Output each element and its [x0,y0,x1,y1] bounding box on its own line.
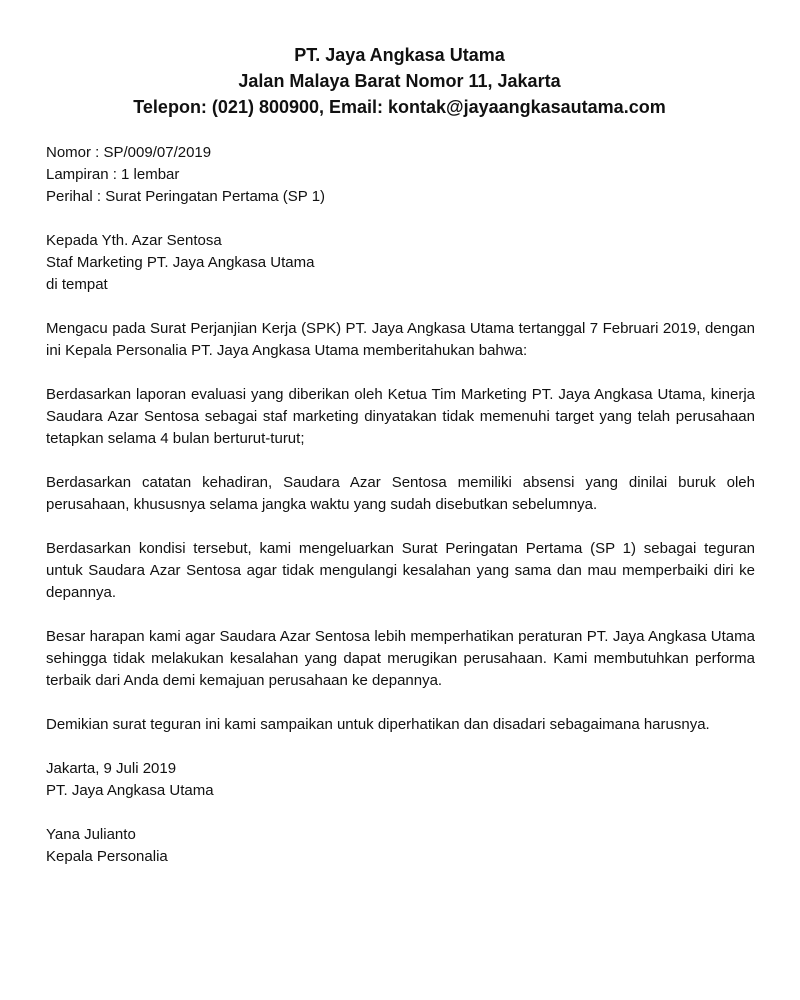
signatory-title: Kepala Personalia [46,848,168,865]
letter-subject: Perihal : Surat Peringatan Pertama (SP 1) [46,188,326,205]
company-contact: Telepon: (021) 800900, Email: kontak@jayaangkasautama.com [133,97,666,117]
paragraph-warning: Berdasarkan kondisi tersebut, kami mengeluarkan Surat Peringatan Pertama (SP 1) sebagai teguran untuk Saudara Azar Sentosa agar tidak mengulangi kesalahan yang sama dan mau memperbaiki diri ke depannya. [46,540,755,601]
letter-attachment: Lampiran : 1 lembar [46,166,180,183]
company-address: Jalan Malaya Barat Nomor 11, Jakarta [238,71,561,91]
letter [46,42,755,868]
signature-block [46,824,755,868]
recipient-name: Kepada Yth. Azar Sentosa [46,232,222,249]
paragraph-intro: Mengacu pada Surat Perjanjian Kerja (SPK) PT. Jaya Angkasa Utama tertanggal 7 Februari 2019, dengan ini Kepala Personalia PT. Jaya Angkasa Utama memberitahukan bahwa: [46,320,755,359]
closing-block [46,758,755,802]
letterhead [44,42,755,120]
recipient-position: Staf Marketing PT. Jaya Angkasa Utama [46,254,315,271]
paragraph-hope: Besar harapan kami agar Saudara Azar Sentosa lebih memperhatikan peraturan PT. Jaya Angkasa Utama sehingga tidak melakukan kesalahan yang dapat merugikan perusahaan. Kami membutuhkan performa terbaik dari Anda demi kemajuan perusahaan ke depannya. [46,628,755,689]
closing-company: PT. Jaya Angkasa Utama [46,782,214,799]
place-date: Jakarta, 9 Juli 2019 [46,760,177,777]
recipient-block [46,230,755,296]
signatory-name: Yana Julianto [46,826,136,843]
recipient-location: di tempat [46,276,108,293]
letter-number: Nomor : SP/009/07/2019 [46,144,212,161]
paragraph-closing: Demikian surat teguran ini kami sampaikan untuk diperhatikan dan disadari sebagaimana harusnya. [46,716,710,733]
paragraph-evaluation: Berdasarkan laporan evaluasi yang diberikan oleh Ketua Tim Marketing PT. Jaya Angkasa Utama, kinerja Saudara Azar Sentosa sebagai staf marketing dinyatakan tidak memenuhi target yang telah perusahaan tetapkan selama 4 bulan berturut-turut; [46,386,755,447]
company-name: PT. Jaya Angkasa Utama [294,45,505,65]
letter-meta [46,142,755,208]
paragraph-attendance: Berdasarkan catatan kehadiran, Saudara Azar Sentosa memiliki absensi yang dinilai buruk oleh perusahaan, khususnya selama jangka waktu yang sudah disebutkan sebelumnya. [46,474,755,513]
